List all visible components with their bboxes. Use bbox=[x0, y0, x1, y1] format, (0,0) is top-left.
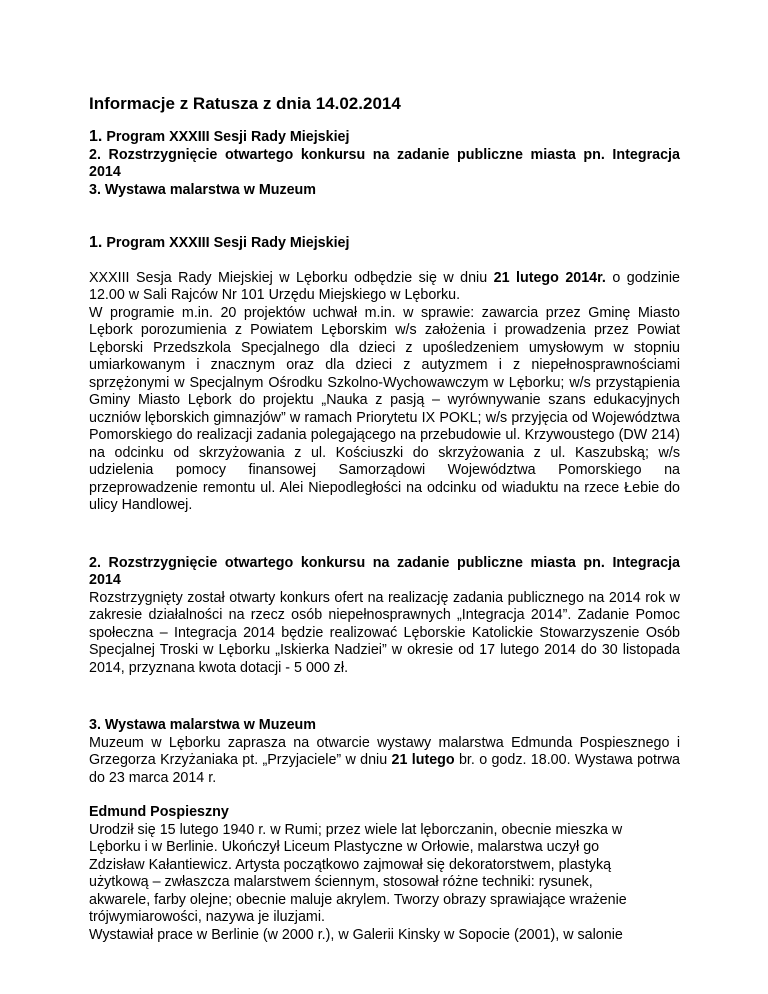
section-1-p1-text-b: o godzinie 12.00 w Sali Rajców Nr 101 Urzędu Miejskiego w Lęborku. bbox=[89, 269, 680, 303]
spacer bbox=[89, 787, 680, 804]
document-page bbox=[89, 93, 680, 944]
session-date: 21 lutego 2014r. bbox=[493, 269, 606, 286]
bio-line: Zdzisław Kałantiewicz. Artysta początkowo zajmował się dekoratorstwem, plastyką bbox=[89, 856, 612, 873]
artist-name-heading: Edmund Pospieszny bbox=[89, 804, 229, 820]
section-3-p1-text-a: Muzeum w Lęborku zaprasza na otwarcie wystawy malarstwa Edmunda Pospiesznego i Grzegorza Krzyżaniaka pt. „Przyjaciele” w dniu bbox=[89, 734, 680, 768]
section-1-number: 1. bbox=[89, 234, 103, 251]
toc-item-3 bbox=[89, 182, 680, 200]
bio-line: Lęborku i w Berlinie. Ukończył Liceum Plastyczne w Orłowie, malarstwa uczył go bbox=[89, 839, 600, 855]
section-1-heading-text: Program XXXIII Sesji Rady Miejskiej bbox=[106, 235, 350, 251]
spacer bbox=[89, 677, 680, 717]
section-3-paragraph-1 bbox=[89, 735, 680, 788]
section-3-p1-text-b: br. o godz. 18.00. Wystawa potrwa do 23 marca 2014 r. bbox=[89, 752, 680, 786]
toc-item-1-text: Program XXXIII Sesji Rady Miejskiej bbox=[106, 129, 350, 145]
bio-line: akwarele, farby olejne; obecnie maluje akrylem. Tworzy obrazy sprawiające wrażenie bbox=[89, 891, 627, 908]
toc-item-2-text: Rozstrzygnięcie otwartego konkursu na zadanie publiczne miasta pn. Integracja 2014 bbox=[89, 146, 680, 180]
spacer bbox=[89, 515, 680, 555]
spacer bbox=[89, 199, 680, 234]
exhibition-date: 21 lutego bbox=[391, 752, 455, 768]
toc-item-1 bbox=[89, 128, 680, 147]
section-2-heading: 2. Rozstrzygnięcie otwartego konkursu na zadanie publiczne miasta pn. Integracja 2014 bbox=[89, 554, 680, 588]
artist-biography bbox=[89, 822, 680, 945]
section-1-paragraph-1 bbox=[89, 270, 680, 305]
bio-line: trójwymiarowości, nazywa je iluzjami. bbox=[89, 909, 325, 925]
bio-line: Urodził się 15 lutego 1940 r. w Rumi; przez wiele lat lęborczanin, obecnie mieszka w bbox=[89, 821, 623, 838]
toc-item-3-text: Wystawa malarstwa w Muzeum bbox=[104, 181, 317, 198]
section-2-paragraph-1: Rozstrzygnięty został otwarty konkurs ofert na realizację zadania publicznego na 2014 rok w zakresie działalności na rzecz osób niepełnosprawnych „Integracja 2014”. Zadanie Pomoc społeczna – Integracja 2014 będzie realizować Lęborskie Katolickie Stowarzyszenie Osób Specjalnej Troski w Lęborku „Iskierka Nadziei” w okresie od 17 lutego 2014 do 30 listopada 2014, przyznana kwota dotacji - 5 000 zł. bbox=[89, 589, 680, 676]
section-3-heading: 3. Wystawa malarstwa w Muzeum bbox=[89, 717, 316, 733]
toc-item-1-number: 1. bbox=[89, 128, 103, 145]
table-of-contents bbox=[89, 128, 680, 199]
document-title: Informacje z Ratusza z dnia 14.02.2014 bbox=[89, 94, 401, 113]
section-1-paragraph-2: W programie m.in. 20 projektów uchwał m.in. w sprawie: zawarcia przez Gminę Miasto Lębork porozumienia z Powiatem Lęborskim w/s założenia i prowadzenia przez Powiat Lęborski Przedszkola Specjalnego dla dzieci z upośledzeniem umysłowym w stopniu umiarkowanym i znacznym oraz dla dzieci z autyzmem i z niepełnosprawnościami sprzężonymi w Specjalnym Ośrodku Szkolno-Wychowawczym w Lęborku; w/s przystąpienia Gminy Miasto Lębork do projektu „Nauka z pasją – wyrównywanie szans edukacyjnych uczniów lęborskich gimnazjów” w ramach Priorytetu IX POKL; w/s przyjęcia od Województwa Pomorskiego do realizacji zadania polegającego na przebudowie ul. Krzywoustego (DW 214) na odcinku od skrzyżowania z ul. Kościuszki do skrzyżowania z ul. Kaszubską; w/s udzielenia pomocy finansowej Samorządowi Województwa Pomorskiego na przeprowadzenie remontu ul. Alei Niepodległości na odcinku od wiaduktu na rzece Łebie do ulicy Handlowej. bbox=[89, 304, 680, 513]
section-1-heading bbox=[89, 234, 680, 253]
spacer bbox=[89, 253, 680, 270]
toc-item-2-number: 2. bbox=[89, 146, 101, 163]
toc-item-2 bbox=[89, 147, 680, 182]
toc-item-3-number: 3. bbox=[89, 181, 101, 198]
bio-line: Wystawiał prace w Berlinie (w 2000 r.), w Galerii Kinsky w Sopocie (2001), w salonie bbox=[89, 926, 623, 943]
bio-line: użytkową – zwłaszcza malarstwem ściennym, stosował różne techniki: rysunek, bbox=[89, 874, 593, 890]
section-1-p1-text-a: XXXIII Sesja Rady Miejskiej w Lęborku odbędzie się w dniu bbox=[89, 269, 494, 286]
